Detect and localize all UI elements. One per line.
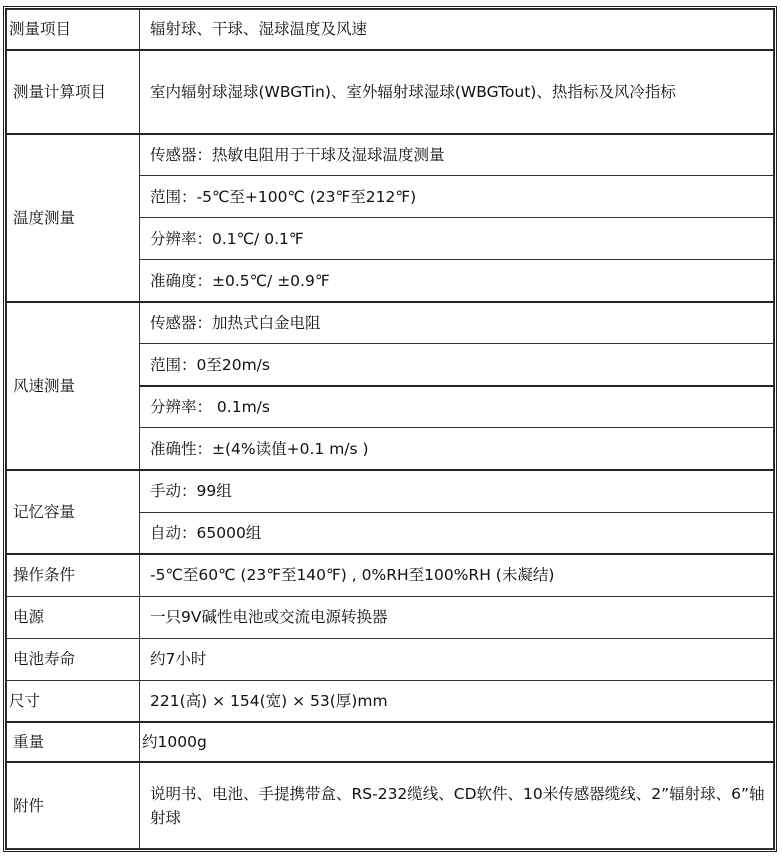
- row-value: 说明书、电池、手提携带盒、RS-232缆线、CD软件、10米传感器缆线、2”辐射球、6”轴射球: [140, 762, 774, 848]
- row-label: 测量项目: [7, 10, 140, 50]
- row-label: 温度测量: [7, 134, 140, 302]
- table-row: [7, 638, 774, 680]
- row-value: 准确度：±0.5℃/ ±0.9℉: [140, 260, 774, 302]
- row-label: 操作条件: [7, 554, 140, 596]
- row-value: 约7小时: [140, 638, 774, 680]
- row-value: 室内辐射球湿球(WBGTin)、室外辐射球湿球(WBGTout)、热指标及风冷指标: [140, 50, 774, 134]
- row-value: 约1000g: [140, 722, 774, 762]
- table-row: [7, 680, 774, 722]
- row-value: 分辨率：0.1℃/ 0.1℉: [140, 218, 774, 260]
- row-label: 附件: [7, 762, 140, 848]
- row-value: 准确性：±(4%读值+0.1 m/s ): [140, 428, 774, 470]
- table-row: [7, 762, 774, 848]
- row-value: 范围：0至20m/s: [140, 344, 774, 386]
- row-label: 尺寸: [7, 680, 140, 722]
- table-row: [7, 470, 774, 512]
- row-value: 221(高) × 154(宽) × 53(厚)mm: [140, 680, 774, 722]
- table-row: [7, 722, 774, 762]
- row-value: 分辨率： 0.1m/s: [140, 386, 774, 428]
- table-row: [7, 554, 774, 596]
- row-value: 范围：-5℃至+100℃ (23℉至212℉): [140, 176, 774, 218]
- row-value: 传感器：热敏电阻用于干球及湿球温度测量: [140, 134, 774, 176]
- table-row: [7, 134, 774, 176]
- row-value: 传感器：加热式白金电阻: [140, 302, 774, 344]
- row-value: 辐射球、干球、湿球温度及风速: [140, 10, 774, 50]
- row-label: 记忆容量: [7, 470, 140, 554]
- spec-table: [6, 9, 774, 849]
- row-label: 重量: [7, 722, 140, 762]
- table-row: [7, 596, 774, 638]
- row-label: 电源: [7, 596, 140, 638]
- row-value: 一只9V碱性电池或交流电源转换器: [140, 596, 774, 638]
- row-value: 自动：65000组: [140, 512, 774, 554]
- row-value: 手动：99组: [140, 470, 774, 512]
- table-row: [7, 10, 774, 50]
- row-label: 风速测量: [7, 302, 140, 470]
- row-label: 测量计算项目: [7, 50, 140, 134]
- row-value: -5℃至60℃ (23℉至140℉) , 0%RH至100%RH (未凝结): [140, 554, 774, 596]
- table-row: [7, 50, 774, 134]
- row-label: 电池寿命: [7, 638, 140, 680]
- table-row: [7, 302, 774, 344]
